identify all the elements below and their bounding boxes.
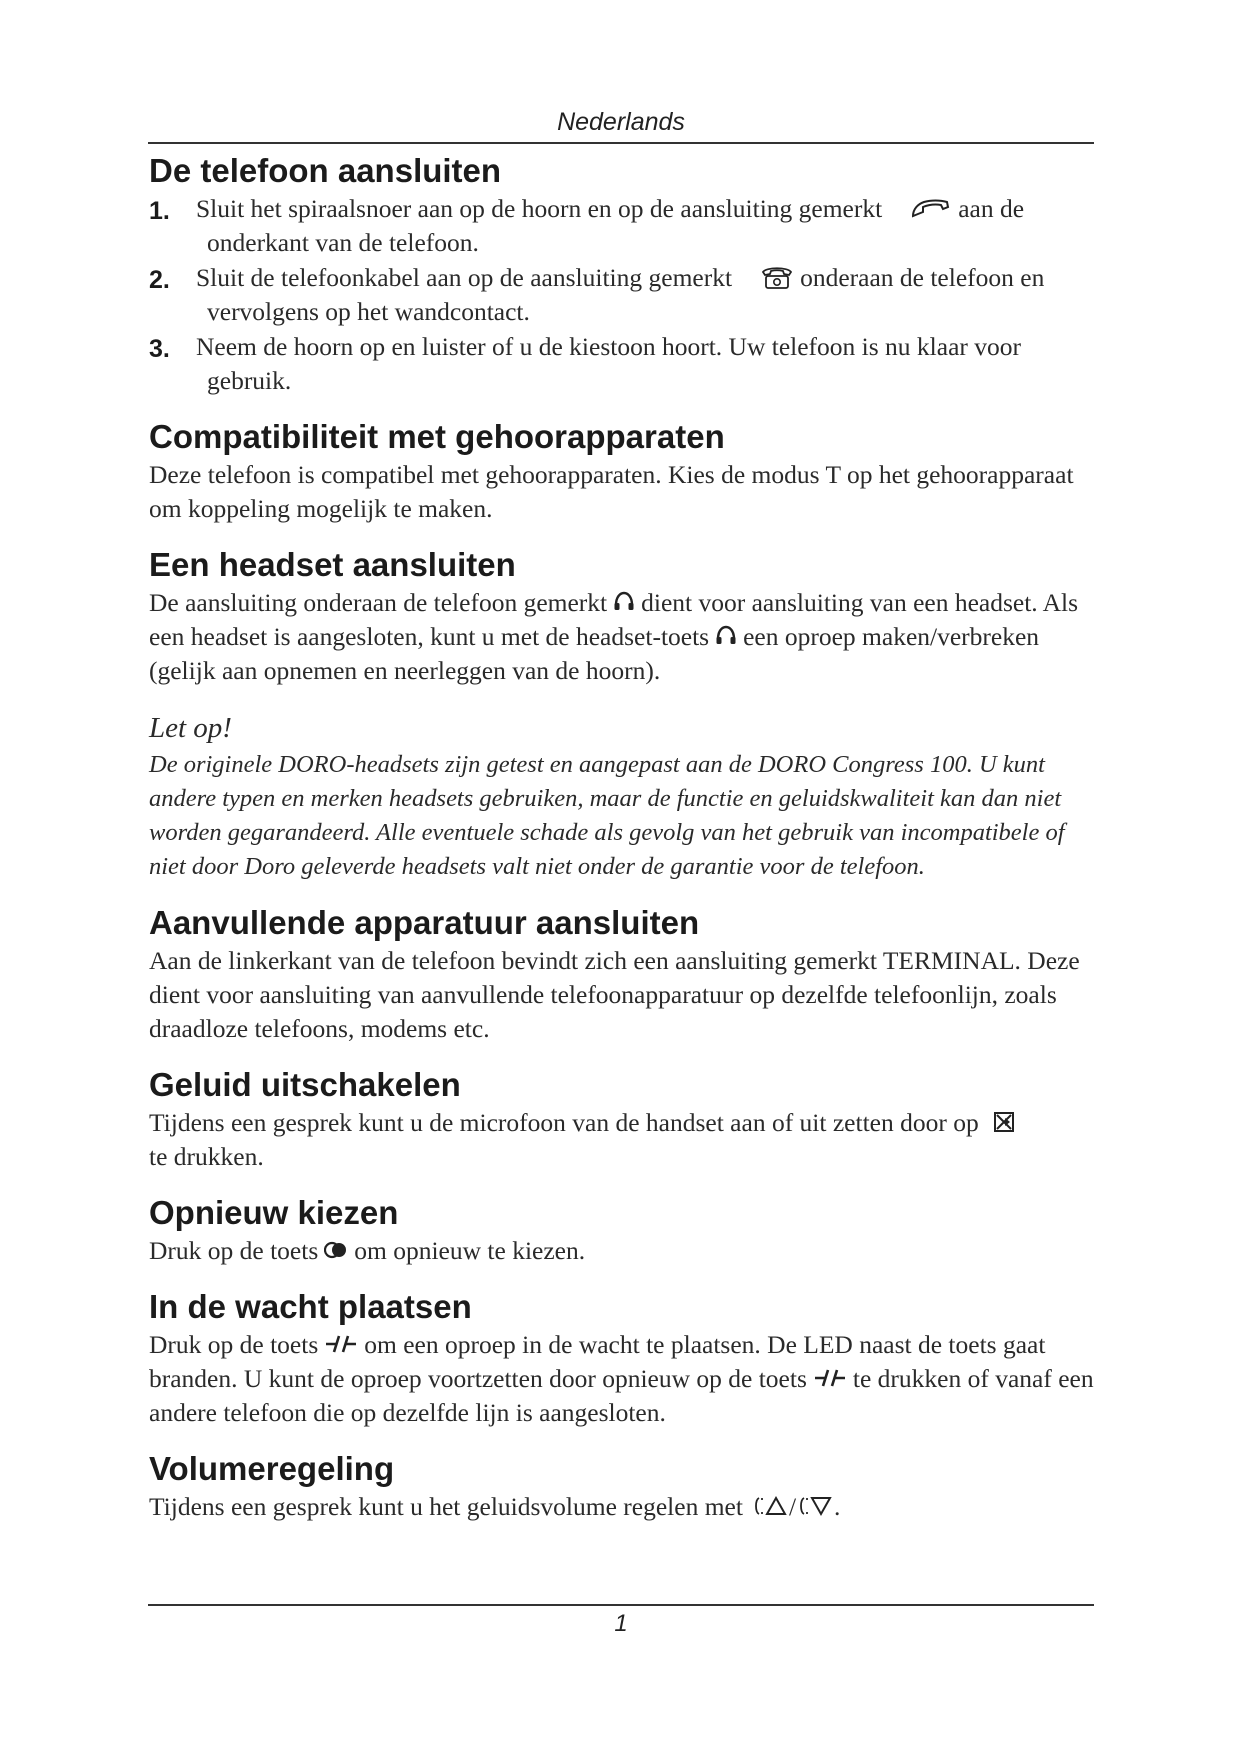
step-text-after: aan de onderkant van de telefoon. [207,194,1025,257]
note-body: De originele DORO-headsets zijn getest en aangepast aan de DORO Congress 100. U kunt andere typen en merken headsets gebruiken, maar de functie en geluidskwaliteit kan dan niet worden gegarandeerd. Alle eventuele schade als gevolg van het gebruik van incompatibele of niet door Doro geleverde headsets valt niet onder de garantie voor de telefoon. [149,751,1065,880]
hold-key-icon [813,1368,847,1388]
step-number: 2. [149,266,170,294]
section-connect-phone [149,150,1095,398]
section-body-extra-equipment: Aan de linkerkant van de telefoon bevindt zich een aansluiting gemerkt TERMINAL. Deze dient voor aansluiting van aanvullende telefoonapparatuur op dezelfde telefoonlijn, zoals draadloze telefoons, modems etc. [149,946,1080,1043]
volume-up-icon [752,1495,788,1517]
connect-steps-list [149,192,1095,398]
section-hold [149,1286,1095,1430]
manual-content [149,150,1095,1524]
section-volume [149,1448,1095,1524]
volume-end: . [834,1492,841,1521]
list-item [149,261,1095,329]
section-title-volume: Volumeregeling [149,1450,395,1487]
section-body-hold: Druk op de toets om een oproep in de wacht te plaatsen. De LED naast de toets gaat branden. U kunt de oproep voortzetten door opnieuw op de toets te drukken of vanaf een andere telefoon die op dezelfde lijn is aangesloten. [149,1330,1094,1427]
section-title-hearing-aid: Compatibiliteit met gehoorapparaten [149,418,725,455]
handset-icon [910,197,952,219]
section-body-volume: Tijdens een gesprek kunt u het geluidsvolume regelen met / . [149,1492,841,1521]
telephone-icon [760,264,794,290]
step-text-before: Sluit de telefoonkabel aan op de aansluiting gemerkt [196,263,733,292]
headset-icon [613,591,635,613]
step-text-before: Sluit het spiraalsnoer aan op de hoorn en op de aansluiting gemerkt [196,194,883,223]
list-item [149,330,1095,398]
step-text-after: onderaan de telefoon en vervolgens op het wandcontact. [207,263,1045,326]
section-title-hold: In de wacht plaatsen [149,1288,472,1325]
section-body-headset: De aansluiting onderaan de telefoon gemerkt dient voor aansluiting van een headset. Als een headset is aangesloten, kunt u met de headset-toets een oproep maken/verbreken (gelijk aan opnemen en neerleggen van de hoorn). [149,588,1079,685]
section-hearing-aid [149,416,1095,526]
section-mute [149,1064,1095,1174]
section-title-redial: Opnieuw kiezen [149,1194,399,1231]
mute-icon [993,1111,1015,1133]
section-title-connect: De telefoon aansluiten [149,152,502,189]
step-text: Neem de hoorn op en luister of u de kiestoon hoort. Uw telefoon is nu klaar voor gebruik. [196,332,1022,395]
section-body-hearing-aid: Deze telefoon is compatibel met gehoorapparaten. Kies de modus T op het gehoorapparaat om koppeling mogelijk te maken. [149,460,1074,523]
page-header-language: Nederlands [557,108,685,136]
volume-down-icon [797,1495,833,1517]
list-item [149,192,1095,260]
section-body-mute: Tijdens een gesprek kunt u de microfoon van de handset aan of uit zetten door op te drukken. [149,1106,1095,1174]
section-redial [149,1192,1095,1268]
redial-icon [324,1240,348,1260]
volume-separator: / [788,1492,797,1521]
section-headset [149,544,1095,884]
note-title: Let op! [149,712,232,744]
section-body-redial: Druk op de toets om opnieuw te kiezen. [149,1236,586,1265]
page-number: 1 [614,1610,628,1637]
note-box [149,708,1095,884]
footer-divider [148,1604,1094,1606]
section-title-headset: Een headset aansluiten [149,546,516,583]
section-title-extra-equipment: Aanvullende apparatuur aansluiten [149,904,700,941]
step-number: 1. [149,197,170,225]
section-extra-equipment [149,902,1095,1046]
headset-key-icon [715,625,737,647]
hold-icon [324,1334,358,1354]
header-divider [148,142,1094,144]
step-number: 3. [149,335,170,363]
section-title-mute: Geluid uitschakelen [149,1066,461,1103]
